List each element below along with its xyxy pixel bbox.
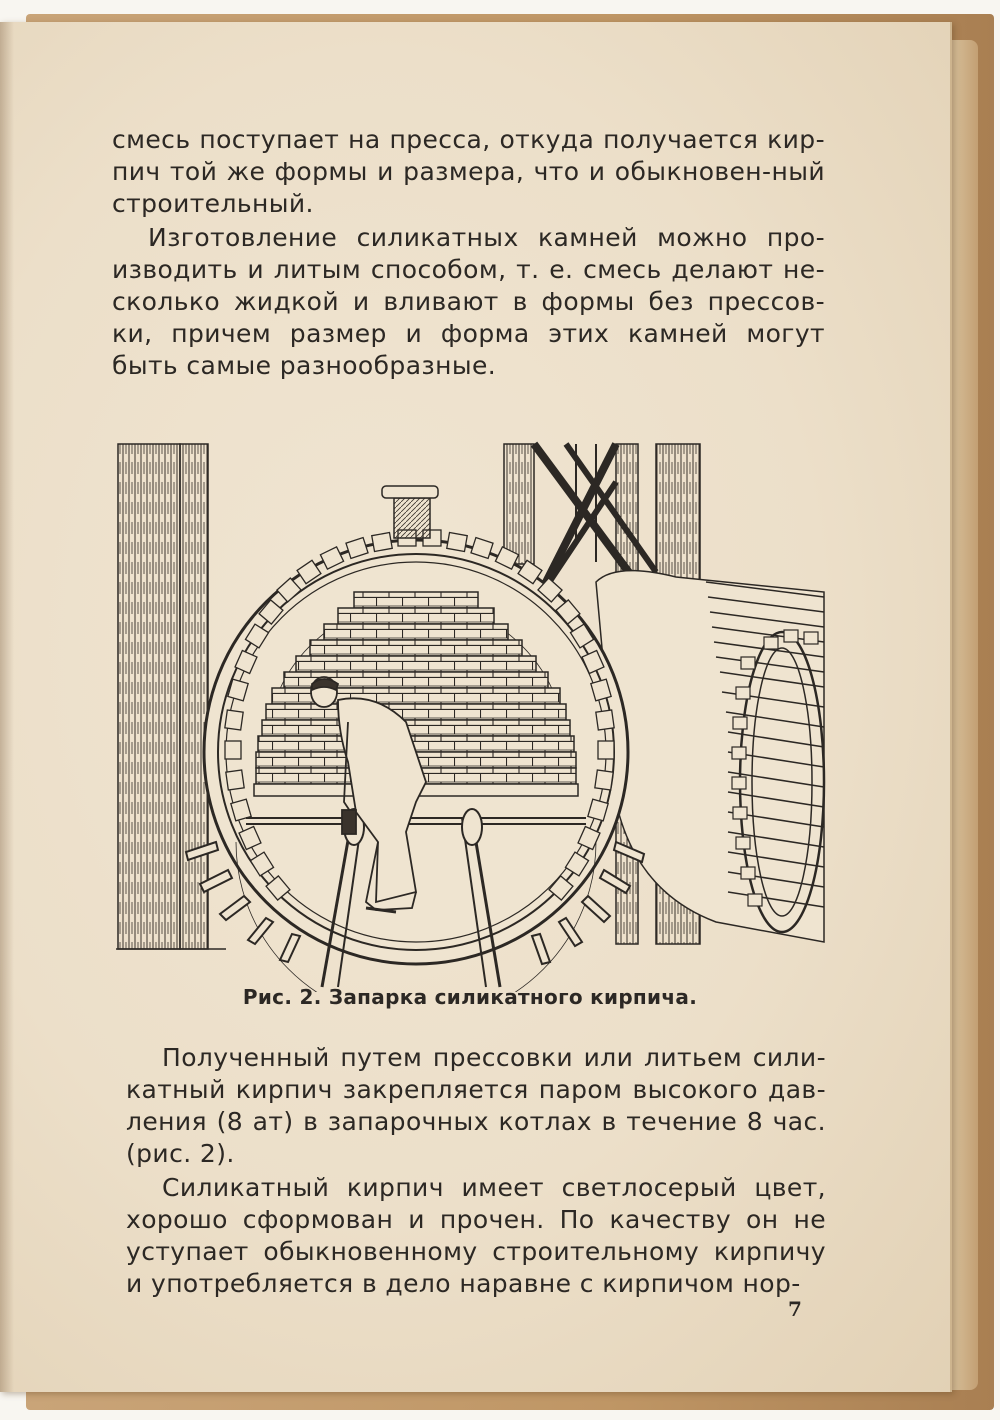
page-number: 7 (788, 1297, 802, 1321)
figure-autoclave-illustration (116, 422, 828, 992)
left-wooden-frame (116, 444, 226, 949)
paragraph-2: Изготовление силикатных камней можно про-изводить и литым способом, т. е. смесь делают не-сколько жидкой и вливают в формы без прессов-ки, причем размер и форма этих камней могут быть самые разнообразные. (112, 223, 825, 380)
text-block-bottom (126, 1042, 826, 1300)
text-block-top (112, 124, 825, 382)
book-page (0, 22, 952, 1392)
steam-pipe (382, 486, 438, 538)
paragraph-4: Силикатный кирпич имеет светлосерый цвет, хорошо сформован и прочен. По качеству он не уступает обыкновенному строительному кирпичу и употребляется в дело наравне с кирпичом нор- (126, 1173, 826, 1298)
paragraph-1: смесь поступает на пресса, откуда получается кир-пич той же формы и размера, что и обыкновен-ный строительный. (112, 125, 825, 218)
paragraph-3: Полученный путем прессовки или литьем сили-катный кирпич закрепляется паром высокого дав-ления (8 ат) в запарочных котлах в течение 8 час. (рис. 2). (126, 1043, 826, 1168)
figure-caption: Рис. 2. Запарка силикатного кирпича. (242, 985, 698, 1009)
